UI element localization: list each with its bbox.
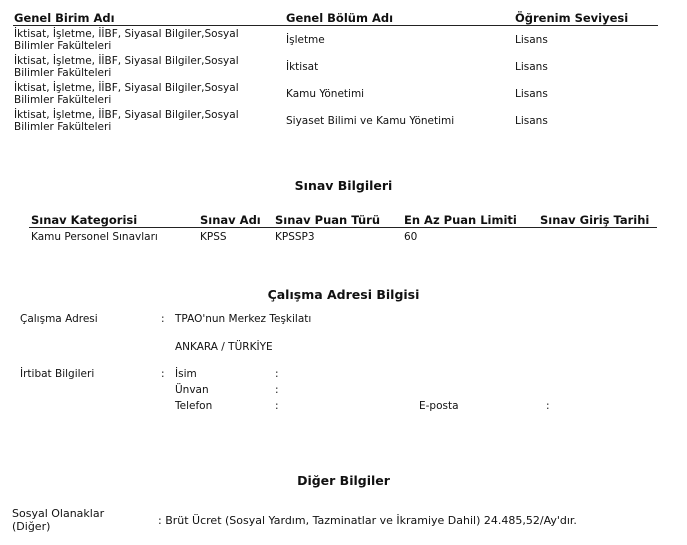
- level-cell: Lisans: [515, 115, 548, 127]
- contact-title-colon: :: [275, 384, 279, 396]
- work-address-label: Çalışma Adresi: [20, 313, 98, 325]
- department-cell: İktisat: [286, 61, 319, 73]
- score-type-cell: KPSSP3: [275, 231, 315, 243]
- department-cell: Kamu Yönetimi: [286, 88, 365, 100]
- social-benefits-label: Sosyal Olanaklar: [12, 507, 105, 520]
- contact-title-label: Ünvan: [175, 384, 209, 396]
- contact-name-label: İsim: [175, 368, 197, 380]
- header-department: Genel Bölüm Adı: [286, 11, 394, 25]
- address-section-title: Çalışma Adresi Bilgisi: [267, 287, 420, 302]
- header-exam-name: Sınav Adı: [200, 213, 261, 227]
- contact-name-colon: :: [275, 368, 279, 380]
- unit-cell: Bilimler Fakülteleri: [14, 121, 112, 133]
- exam-section-title: Sınav Bilgileri: [294, 178, 393, 193]
- min-score-cell: 60: [404, 231, 418, 243]
- header-min-score: En Az Puan Limiti: [404, 213, 517, 227]
- social-benefits-label: (Diğer): [12, 520, 51, 533]
- header-exam-category: Sınav Kategorisi: [31, 213, 138, 227]
- contact-info-label: İrtibat Bilgileri: [20, 368, 95, 380]
- unit-cell: Bilimler Fakülteleri: [14, 67, 112, 79]
- contact-info-colon: :: [161, 368, 165, 380]
- unit-cell: Bilimler Fakülteleri: [14, 40, 112, 52]
- header-exam-date: Sınav Giriş Tarihi: [540, 213, 650, 227]
- other-section-title: Diğer Bilgiler: [297, 473, 390, 488]
- unit-cell: İktisat, İşletme, İİBF, Siyasal Bilgiler,Sosyal: [14, 109, 239, 121]
- work-address-line2: ANKARA / TÜRKİYE: [175, 341, 273, 353]
- unit-cell: İktisat, İşletme, İİBF, Siyasal Bilgiler,Sosyal: [14, 55, 239, 67]
- social-benefits-value: : Brüt Ücret (Sosyal Yardım, Tazminatlar ve İkramiye Dahil) 24.485,52/Ay'dır.: [158, 514, 577, 527]
- level-cell: Lisans: [515, 34, 548, 46]
- unit-cell: İktisat, İşletme, İİBF, Siyasal Bilgiler,Sosyal: [14, 82, 239, 94]
- header-unit: Genel Birim Adı: [14, 11, 115, 25]
- contact-phone-colon: :: [275, 400, 279, 412]
- contact-email-label: E-posta: [419, 400, 459, 412]
- department-cell: Siyaset Bilimi ve Kamu Yönetimi: [286, 115, 455, 127]
- work-address-colon: :: [161, 313, 165, 325]
- unit-cell: Bilimler Fakülteleri: [14, 94, 112, 106]
- work-address-line1: TPAO'nun Merkez Teşkilatı: [175, 313, 312, 325]
- level-cell: Lisans: [515, 88, 548, 100]
- department-cell: İşletme: [286, 34, 325, 46]
- header-score-type: Sınav Puan Türü: [275, 213, 381, 227]
- header-level: Öğrenim Seviyesi: [515, 11, 629, 25]
- contact-email-colon: :: [546, 400, 550, 412]
- header-divider: [13, 25, 658, 26]
- unit-cell: İktisat, İşletme, İİBF, Siyasal Bilgiler,Sosyal: [14, 28, 239, 40]
- exam-category-cell: Kamu Personel Sınavları: [31, 231, 158, 243]
- exam-header-divider: [29, 227, 657, 228]
- contact-phone-label: Telefon: [175, 400, 213, 412]
- level-cell: Lisans: [515, 61, 548, 73]
- exam-name-cell: KPSS: [200, 231, 227, 243]
